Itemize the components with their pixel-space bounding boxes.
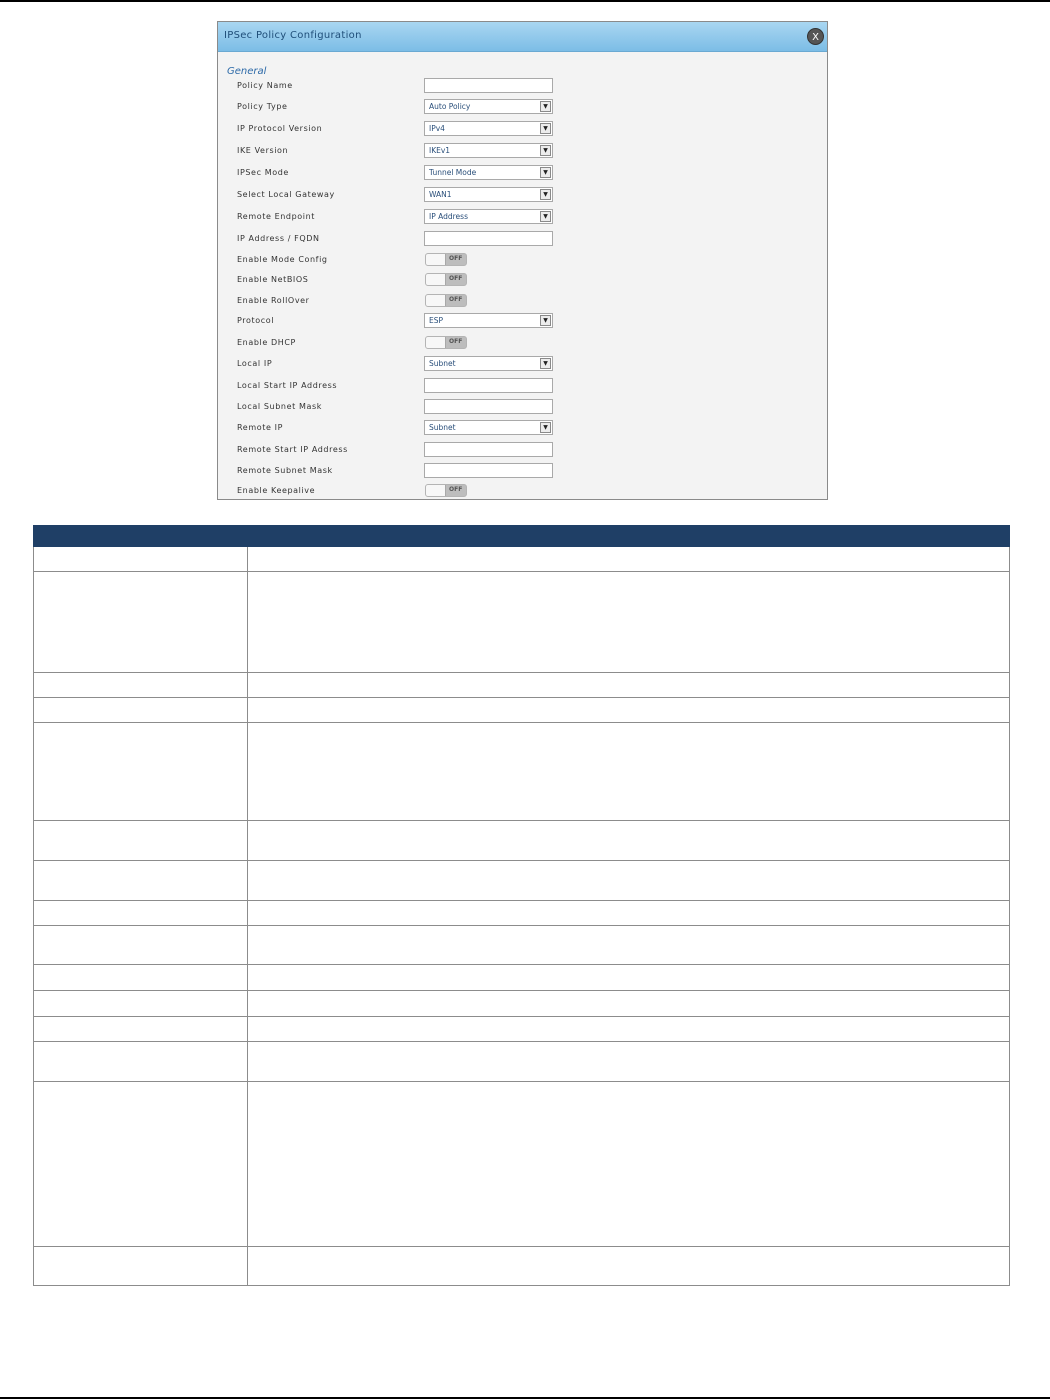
form-row-remote-start-ip-address — [218, 442, 827, 460]
toggle-state: OFF — [449, 255, 463, 262]
table-cell-description — [248, 723, 1010, 821]
table-cell-description — [248, 991, 1010, 1017]
field-label-remote-subnet-mask: Remote Subnet Mask — [237, 466, 333, 475]
field-label-local-subnet-mask: Local Subnet Mask — [237, 402, 322, 411]
table-cell-field — [34, 547, 248, 572]
enable-rollover-toggle[interactable] — [425, 294, 467, 307]
form-row-policy-type — [218, 99, 827, 117]
field-label-policy-name: Policy Name — [237, 81, 293, 90]
table-row — [34, 723, 1010, 821]
chevron-down-icon[interactable]: ▼ — [540, 189, 551, 200]
top-rule — [0, 0, 1050, 2]
remote-ip-select[interactable] — [424, 420, 553, 435]
field-label-remote-ip: Remote IP — [237, 423, 283, 432]
toggle-state: OFF — [449, 486, 463, 493]
table-cell-field — [34, 1082, 248, 1247]
form-row-policy-name — [218, 78, 827, 96]
toggle-state: OFF — [449, 296, 463, 303]
dialog-title: IPSec Policy Configuration — [224, 30, 362, 41]
field-label-ipsec-mode: IPSec Mode — [237, 168, 289, 177]
table-cell-field — [34, 1042, 248, 1082]
local-ip-select[interactable] — [424, 356, 553, 371]
field-label-policy-type: Policy Type — [237, 102, 288, 111]
ip-protocol-version-select-value: IPv4 — [429, 124, 445, 133]
table-cell-field — [34, 821, 248, 861]
section-title-general: General — [227, 66, 267, 77]
form-row-local-subnet-mask — [218, 399, 827, 417]
table-row — [34, 1017, 1010, 1042]
table-cell-description — [248, 1042, 1010, 1082]
table-row — [34, 821, 1010, 861]
chevron-down-icon[interactable]: ▼ — [540, 211, 551, 222]
ipsec-mode-select-value: Tunnel Mode — [429, 168, 477, 177]
table-row — [34, 965, 1010, 991]
ike-version-select[interactable] — [424, 143, 553, 158]
table-cell-description — [248, 821, 1010, 861]
policy-type-select-value: Auto Policy — [429, 102, 471, 111]
remote-endpoint-select[interactable] — [424, 209, 553, 224]
ipsec-mode-select[interactable] — [424, 165, 553, 180]
table-cell-description — [248, 1082, 1010, 1247]
dialog-header — [218, 22, 827, 52]
table-row — [34, 698, 1010, 723]
table-header-description — [248, 526, 1010, 547]
form-row-ike-version — [218, 143, 827, 161]
field-label-local-start-ip-address: Local Start IP Address — [237, 381, 338, 390]
table-row — [34, 926, 1010, 965]
form-row-local-ip — [218, 356, 827, 374]
table-row — [34, 673, 1010, 698]
enable-netbios-toggle[interactable] — [425, 273, 467, 286]
policy-type-select[interactable] — [424, 99, 553, 114]
toggle-state: OFF — [449, 338, 463, 345]
local-start-ip-address-input[interactable] — [424, 378, 553, 393]
table-cell-field — [34, 723, 248, 821]
table-cell-description — [248, 547, 1010, 572]
table-row — [34, 901, 1010, 926]
field-label-enable-rollover: Enable RollOver — [237, 296, 310, 305]
table-header-field — [34, 526, 248, 547]
chevron-down-icon[interactable]: ▼ — [540, 358, 551, 369]
ip-protocol-version-select[interactable] — [424, 121, 553, 136]
remote-subnet-mask-input[interactable] — [424, 463, 553, 478]
table-cell-description — [248, 673, 1010, 698]
table-row — [34, 572, 1010, 673]
local-subnet-mask-input[interactable] — [424, 399, 553, 414]
table-row — [34, 1247, 1010, 1286]
ike-version-select-value: IKEv1 — [429, 146, 451, 155]
remote-ip-select-value: Subnet — [429, 423, 456, 432]
table-cell-field — [34, 926, 248, 965]
table-cell-field — [34, 861, 248, 901]
field-label-ip-address-fqdn: IP Address / FQDN — [237, 234, 320, 243]
toggle-knob — [426, 254, 446, 265]
protocol-select[interactable] — [424, 313, 553, 328]
select-local-gateway-select-value: WAN1 — [429, 190, 452, 199]
enable-keepalive-toggle[interactable] — [425, 484, 467, 497]
form-row-enable-rollover — [218, 293, 827, 311]
table-cell-description — [248, 926, 1010, 965]
table-cell-field — [34, 965, 248, 991]
table-cell-description — [248, 698, 1010, 723]
remote-start-ip-address-input[interactable] — [424, 442, 553, 457]
form-row-remote-ip — [218, 420, 827, 438]
form-row-protocol — [218, 313, 827, 331]
policy-name-input[interactable] — [424, 78, 553, 93]
table-cell-field — [34, 901, 248, 926]
enable-dhcp-toggle[interactable] — [425, 336, 467, 349]
table-row — [34, 1042, 1010, 1082]
table-row — [34, 547, 1010, 572]
field-label-ip-protocol-version: IP Protocol Version — [237, 124, 323, 133]
table-cell-field — [34, 698, 248, 723]
form-row-ip-address-fqdn — [218, 231, 827, 249]
chevron-down-icon[interactable]: ▼ — [540, 145, 551, 156]
table-row — [34, 1082, 1010, 1247]
toggle-knob — [426, 274, 446, 285]
form-row-ip-protocol-version — [218, 121, 827, 139]
form-row-remote-endpoint — [218, 209, 827, 227]
field-label-enable-mode-config: Enable Mode Config — [237, 255, 328, 264]
chevron-down-icon[interactable]: ▼ — [540, 315, 551, 326]
ip-address-fqdn-input[interactable] — [424, 231, 553, 246]
local-ip-select-value: Subnet — [429, 359, 456, 368]
bottom-rule — [0, 1397, 1050, 1399]
form-row-ipsec-mode — [218, 165, 827, 183]
form-row-enable-dhcp — [218, 335, 827, 353]
table-cell-description — [248, 572, 1010, 673]
toggle-knob — [426, 337, 446, 348]
close-button[interactable]: X — [807, 28, 824, 45]
table-cell-field — [34, 673, 248, 698]
field-label-remote-endpoint: Remote Endpoint — [237, 212, 316, 221]
remote-endpoint-select-value: IP Address — [429, 212, 468, 221]
table-cell-field — [34, 991, 248, 1017]
toggle-state: OFF — [449, 275, 463, 282]
form-row-enable-netbios — [218, 272, 827, 290]
chevron-down-icon[interactable]: ▼ — [540, 167, 551, 178]
table-row — [34, 991, 1010, 1017]
form-row-enable-keepalive — [218, 483, 827, 501]
toggle-knob — [426, 295, 446, 306]
form-row-select-local-gateway — [218, 187, 827, 205]
field-label-enable-keepalive: Enable Keepalive — [237, 486, 316, 495]
table-cell-description — [248, 861, 1010, 901]
protocol-select-value: ESP — [429, 316, 444, 325]
field-label-local-ip: Local IP — [237, 359, 273, 368]
select-local-gateway-select[interactable] — [424, 187, 553, 202]
table-cell-field — [34, 572, 248, 673]
field-label-remote-start-ip-address: Remote Start IP Address — [237, 445, 348, 454]
table-cell-field — [34, 1247, 248, 1286]
form-row-enable-mode-config — [218, 252, 827, 270]
form-row-local-start-ip-address — [218, 378, 827, 396]
field-label-select-local-gateway: Select Local Gateway — [237, 190, 335, 199]
table-header-row — [34, 526, 1010, 547]
field-label-ike-version: IKE Version — [237, 146, 289, 155]
table-cell-field — [34, 1017, 248, 1042]
description-table — [33, 525, 1010, 1286]
table-cell-description — [248, 965, 1010, 991]
toggle-knob — [426, 485, 446, 496]
table-cell-description — [248, 1247, 1010, 1286]
field-label-protocol: Protocol — [237, 316, 275, 325]
field-label-enable-dhcp: Enable DHCP — [237, 338, 296, 347]
table-row — [34, 861, 1010, 901]
chevron-down-icon[interactable]: ▼ — [540, 123, 551, 134]
ipsec-policy-dialog — [217, 21, 828, 500]
table-cell-description — [248, 901, 1010, 926]
field-label-enable-netbios: Enable NetBIOS — [237, 275, 309, 284]
table-cell-description — [248, 1017, 1010, 1042]
chevron-down-icon[interactable]: ▼ — [540, 422, 551, 433]
chevron-down-icon[interactable]: ▼ — [540, 101, 551, 112]
form-row-remote-subnet-mask — [218, 463, 827, 481]
enable-mode-config-toggle[interactable] — [425, 253, 467, 266]
